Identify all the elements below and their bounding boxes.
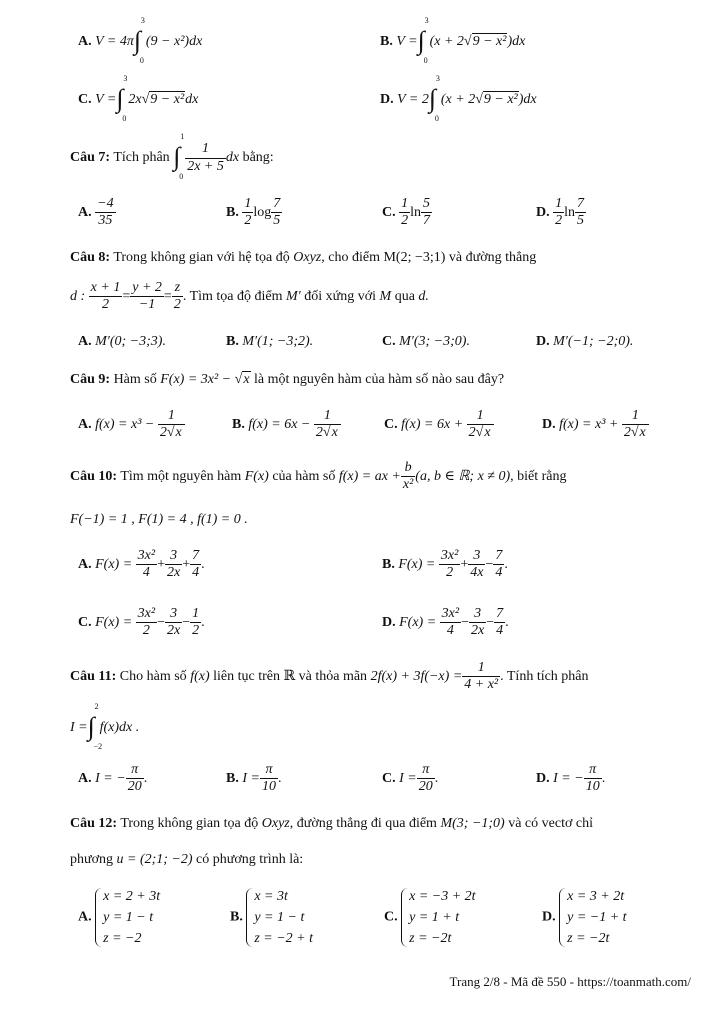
q7-option-a[interactable] bbox=[78, 196, 116, 229]
q6-option-b[interactable]: B. V = ∫ 3 0 (x + 2√9 − x²)dx bbox=[380, 16, 526, 65]
q7-option-b[interactable] bbox=[226, 196, 282, 229]
math-text: (a, b ∈ ℝ; x ≠ 0) bbox=[415, 468, 511, 484]
q7-option-d[interactable] bbox=[536, 196, 586, 229]
option-label: B. bbox=[226, 204, 239, 220]
math-text: M bbox=[379, 288, 392, 304]
q10-stem-line1 bbox=[70, 460, 567, 493]
math-text: f(x) bbox=[190, 668, 210, 684]
option-label: D. bbox=[380, 92, 394, 108]
math-text: F(x) = bbox=[398, 556, 436, 572]
math-text: V = 2 bbox=[397, 92, 429, 108]
option-label: C. bbox=[382, 770, 396, 786]
q8-option-b[interactable] bbox=[226, 334, 313, 350]
question-text: đối xứng với bbox=[304, 288, 377, 304]
q12-stem-line2 bbox=[70, 852, 303, 868]
q11-stem-line1 bbox=[70, 660, 589, 693]
fraction: $\frac{3}{2x}$ bbox=[471, 606, 485, 639]
q8-option-d[interactable] bbox=[536, 334, 633, 350]
q6-option-c[interactable]: C. V = ∫ 3 0 2x√9 − x²dx bbox=[78, 74, 199, 123]
q12-option-b[interactable] bbox=[230, 886, 313, 949]
q11-option-d[interactable]: D. I = − $\frac{\pi}{10}$ . bbox=[536, 762, 606, 795]
question-text: . Tìm tọa độ điểm bbox=[182, 288, 283, 304]
math-text: f(x) = x³ + bbox=[559, 416, 619, 432]
option-label: B. bbox=[382, 556, 395, 572]
fraction: $\frac{1}{2√x}$ bbox=[314, 408, 341, 441]
math-text: u = (2;1; −2) bbox=[116, 852, 193, 867]
q12-option-c[interactable] bbox=[384, 886, 476, 949]
question-text: Tìm một nguyên hàm bbox=[120, 468, 242, 484]
q12-option-d[interactable] bbox=[542, 886, 627, 949]
question-text: Cho hàm số bbox=[119, 668, 187, 684]
math-text: V = 4π bbox=[95, 34, 134, 50]
question-text: và đường thẳng bbox=[448, 250, 537, 265]
option-label: B. bbox=[226, 770, 239, 786]
option-label: C. bbox=[384, 416, 398, 432]
option-label: A. bbox=[78, 556, 92, 572]
math-text: ln bbox=[564, 204, 576, 220]
fraction: $\frac{3}{2x}$ bbox=[167, 606, 181, 639]
math-text: M(2; −3;1) bbox=[383, 250, 446, 265]
q10-option-a[interactable]: A. F(x) = $\frac{\text{3x²}}{4}$ + $\frac{3}{2x}$ + $\frac{7}{4}$ . bbox=[78, 548, 205, 581]
math-text: F(x) = bbox=[95, 556, 133, 572]
fraction: $\frac{\pi}{10}$ bbox=[261, 762, 276, 795]
option-label: D. bbox=[382, 614, 396, 630]
math-text: F(−1) = 1 , F(1) = 4 , f(1) = 0 . bbox=[70, 512, 248, 527]
math-text: log bbox=[253, 204, 272, 220]
q11-option-a[interactable]: A. I = − $\frac{\pi}{20}$ . bbox=[78, 762, 148, 795]
sqrt-radicand: 9 − x² bbox=[150, 92, 185, 108]
q10-option-b[interactable]: B. F(x) = $\frac{\text{3x²}}{2}$ + $\frac{3}{4x}$ − $\frac{7}{4}$ . bbox=[382, 548, 508, 581]
fraction: $\frac{7}{4}$ bbox=[496, 606, 504, 639]
question-number: Câu 9: bbox=[70, 372, 111, 387]
option-label: A. bbox=[78, 334, 92, 349]
fraction: $\frac{z}{2}$ bbox=[173, 280, 181, 313]
q12-option-a[interactable] bbox=[78, 886, 160, 949]
question-text: liên tục trên bbox=[213, 668, 280, 684]
option-label: A. bbox=[78, 204, 92, 220]
equation-system: x = 2 + 3t y = 1 − t z = −2 bbox=[95, 886, 160, 949]
fraction: $\frac{1}{2}$ bbox=[192, 606, 200, 639]
fraction: $\frac{\text{3x²}}{4}$ bbox=[441, 606, 460, 639]
math-text: I = − bbox=[95, 770, 126, 786]
integral-sign: ∫ 1 0 bbox=[173, 132, 185, 181]
integral-sign: ∫ 3 0 bbox=[116, 74, 128, 123]
question-text: qua bbox=[394, 288, 415, 304]
math-text: ℝ bbox=[283, 668, 296, 684]
equation-system: x = 3t y = 1 − t z = −2 + t bbox=[246, 886, 313, 949]
math-text: dx bbox=[225, 150, 240, 166]
question-text: , đường thẳng đi qua điểm bbox=[289, 816, 437, 831]
fraction: $\frac{\text{3x²}}{2}$ bbox=[137, 606, 156, 639]
fraction: $\frac{x + 1}{2}$ bbox=[90, 280, 121, 313]
math-text: F(x) bbox=[244, 468, 269, 484]
math-text: I = bbox=[70, 720, 88, 736]
fraction: $\frac{1}{\text{4 + x²}}$ bbox=[464, 660, 499, 693]
question-text: Tích phân bbox=[113, 150, 170, 166]
page-footer: Trang 2/8 - Mã đề 550 - https://toanmath.com/ bbox=[449, 974, 691, 989]
q11-option-b[interactable]: B. I = $\frac{\pi}{10}$ . bbox=[226, 762, 282, 795]
equation-system: x = −3 + 2t y = 1 + t z = −2t bbox=[401, 886, 475, 949]
question-text: bằng: bbox=[242, 150, 274, 166]
fraction: $\frac{1}{2√x}$ bbox=[467, 408, 494, 441]
q8-stem-line1 bbox=[70, 250, 536, 266]
option-label: A. bbox=[78, 34, 92, 50]
q6-option-a[interactable] bbox=[78, 16, 203, 65]
question-text: có phương trình là: bbox=[196, 852, 304, 867]
option-label: D. bbox=[542, 909, 556, 925]
math-text: f(x) = 6x + bbox=[401, 416, 464, 432]
question-number: Câu 11: bbox=[70, 668, 117, 684]
fraction: $\frac{-4}{35}$ bbox=[97, 196, 114, 229]
math-text: dx bbox=[185, 92, 199, 108]
option-label: C. bbox=[78, 92, 92, 108]
fraction: $\frac{\text{3x²}}{2}$ bbox=[440, 548, 459, 581]
option-label: C. bbox=[382, 334, 396, 349]
question-text: và thỏa mãn bbox=[298, 668, 368, 684]
math-text: 2x bbox=[128, 92, 142, 108]
question-number: Câu 8: bbox=[70, 250, 111, 265]
option-label: B. bbox=[230, 909, 243, 925]
fraction: $\frac{1}{2x + 5}$ bbox=[187, 141, 224, 174]
fraction: $\frac{1}{2}$ bbox=[555, 196, 563, 229]
math-text: Oxyz bbox=[293, 250, 322, 265]
fraction: $\frac{7}{4}$ bbox=[495, 548, 503, 581]
question-text: là một nguyên hàm của hàm số nào sau đây? bbox=[254, 372, 505, 387]
q8-option-c[interactable] bbox=[382, 334, 470, 350]
q9-option-d[interactable] bbox=[542, 408, 649, 441]
integral-sign: ∫ 3 0 bbox=[133, 16, 145, 65]
fraction: $\frac{y + 2}{-1}$ bbox=[132, 280, 162, 313]
math-text: I = − bbox=[553, 770, 584, 786]
question-text: của hàm số bbox=[272, 468, 336, 484]
sqrt-radicand: 9 − x² bbox=[483, 92, 518, 108]
math-text: (9 − x²)dx bbox=[145, 34, 203, 50]
q9-option-c[interactable] bbox=[384, 408, 494, 441]
option-label: C. bbox=[384, 909, 398, 925]
q12-stem-line1 bbox=[70, 816, 593, 832]
option-label: A. bbox=[78, 909, 92, 925]
math-text: I = bbox=[242, 770, 260, 786]
math-text: F(x) = bbox=[399, 614, 437, 630]
question-text: Trong không gian với hệ tọa độ bbox=[113, 250, 290, 265]
q11-option-c[interactable]: C. I = $\frac{\pi}{20}$ . bbox=[382, 762, 439, 795]
math-text: F(x) = bbox=[95, 614, 133, 630]
math-text: I = bbox=[399, 770, 417, 786]
option-label: D. bbox=[542, 416, 556, 432]
sqrt-radicand: 9 − x² bbox=[472, 34, 507, 50]
option-label: A. bbox=[78, 416, 92, 432]
question-text: Hàm số bbox=[113, 372, 157, 387]
option-label: B. bbox=[232, 416, 245, 432]
math-text: d. bbox=[418, 288, 429, 304]
option-label: B. bbox=[226, 334, 239, 349]
sqrt-radicand: x bbox=[243, 372, 250, 387]
option-label: C. bbox=[382, 204, 396, 220]
question-text: và có vectơ chỉ bbox=[508, 816, 593, 831]
math-text: (x + 2 bbox=[429, 34, 464, 50]
math-text: (x + 2 bbox=[440, 92, 476, 108]
question-text: . Tính tích phân bbox=[500, 668, 589, 684]
q11-stem-line2 bbox=[70, 702, 140, 751]
option-text: M′(3; −3;0). bbox=[399, 334, 470, 349]
question-number: Câu 12: bbox=[70, 816, 118, 831]
q8-option-a[interactable] bbox=[78, 334, 166, 350]
math-text: ln bbox=[410, 204, 422, 220]
integral-sign: ∫ 2 −2 bbox=[87, 702, 103, 751]
math-text: Oxyz bbox=[261, 816, 290, 831]
option-text: M′(0; −3;3). bbox=[95, 334, 166, 349]
q6-option-d[interactable]: D. V = 2 ∫ 3 0 (x + 2√9 − x²)dx bbox=[380, 74, 537, 123]
math-text: d : bbox=[70, 288, 86, 304]
option-text: M′(1; −3;2). bbox=[242, 334, 314, 349]
integral-sign: ∫ 3 0 bbox=[428, 74, 440, 123]
fraction: $\frac{3}{2x}$ bbox=[167, 548, 181, 581]
q10-option-d[interactable]: D. F(x) = $\frac{\text{3x²}}{4}$ − $\frac{3}{2x}$ − $\frac{7}{4}$ . bbox=[382, 606, 509, 639]
q7-stem bbox=[70, 132, 274, 181]
q7-option-c[interactable] bbox=[382, 196, 432, 229]
math-text: f(x) = ax + bbox=[338, 468, 401, 484]
option-label: D. bbox=[536, 204, 550, 220]
fraction: $\frac{\pi}{20}$ bbox=[127, 762, 142, 795]
math-text: )dx bbox=[507, 34, 526, 50]
fraction: $\frac{1}{2√x}$ bbox=[158, 408, 185, 441]
fraction: $\frac{5}{7}$ bbox=[423, 196, 431, 229]
fraction: $\frac{b}{\text{x²}}$ bbox=[402, 460, 414, 493]
math-text: V = bbox=[95, 92, 117, 108]
question-text: phương bbox=[70, 852, 113, 867]
integral-sign: ∫ 3 0 bbox=[417, 16, 429, 65]
option-text: M′(−1; −2;0). bbox=[553, 334, 634, 349]
q10-option-c[interactable]: C. F(x) = $\frac{\text{3x²}}{2}$ − $\frac{3}{2x}$ − $\frac{1}{2}$ . bbox=[78, 606, 205, 639]
question-number: Câu 7: bbox=[70, 150, 111, 166]
fraction: $\frac{3}{4x}$ bbox=[470, 548, 484, 581]
q8-stem-line2: d : $\frac{x + 1}{2}$ = $\frac{y + 2}{-1}$ = $\frac{z}{2}$ . Tìm tọa độ điểm M′ đối xứng với M qua d. bbox=[70, 280, 429, 313]
math-text: M(3; −1;0) bbox=[440, 816, 505, 831]
fraction: $\frac{7}{4}$ bbox=[192, 548, 200, 581]
math-text: f(x) = x³ − bbox=[95, 416, 155, 432]
fraction: $\frac{\pi}{10}$ bbox=[585, 762, 600, 795]
fraction: $\frac{7}{5}$ bbox=[577, 196, 585, 229]
question-text: , biết rằng bbox=[510, 468, 567, 484]
math-text: F(x) = 3x² − bbox=[160, 372, 235, 387]
q9-option-b[interactable] bbox=[232, 408, 341, 441]
fraction: $\frac{1}{2}$ bbox=[401, 196, 409, 229]
fraction: $\frac{1}{2}$ bbox=[244, 196, 252, 229]
q10-stem-line2 bbox=[70, 512, 248, 528]
q9-option-a[interactable] bbox=[78, 408, 185, 441]
fraction: $\frac{\text{3x²}}{4}$ bbox=[137, 548, 156, 581]
q9-stem: Câu 9: Hàm số F(x) = 3x² − √x là một nguyên hàm của hàm số nào sau đây? bbox=[70, 372, 505, 387]
equation-system: x = 3 + 2t y = −1 + t z = −2t bbox=[559, 886, 626, 949]
option-label: D. bbox=[536, 334, 550, 349]
fraction: $\frac{\pi}{20}$ bbox=[418, 762, 433, 795]
question-text: Trong không gian tọa độ bbox=[120, 816, 259, 831]
fraction: $\frac{1}{2√x}$ bbox=[622, 408, 649, 441]
fraction: $\frac{7}{5}$ bbox=[273, 196, 281, 229]
math-text: f(x)dx . bbox=[99, 720, 140, 736]
option-label: A. bbox=[78, 770, 92, 786]
question-number: Câu 10: bbox=[70, 468, 118, 484]
math-text: f(x) = 6x − bbox=[248, 416, 311, 432]
question-text: , cho điểm bbox=[321, 250, 380, 265]
option-label: B. bbox=[380, 34, 393, 50]
math-text: M′ bbox=[286, 288, 301, 304]
option-label: C. bbox=[78, 614, 92, 630]
math-text: V = bbox=[396, 34, 418, 50]
option-label: D. bbox=[536, 770, 550, 786]
math-text: 2f(x) + 3f(−x) = bbox=[370, 668, 463, 684]
math-text: )dx bbox=[518, 92, 537, 108]
